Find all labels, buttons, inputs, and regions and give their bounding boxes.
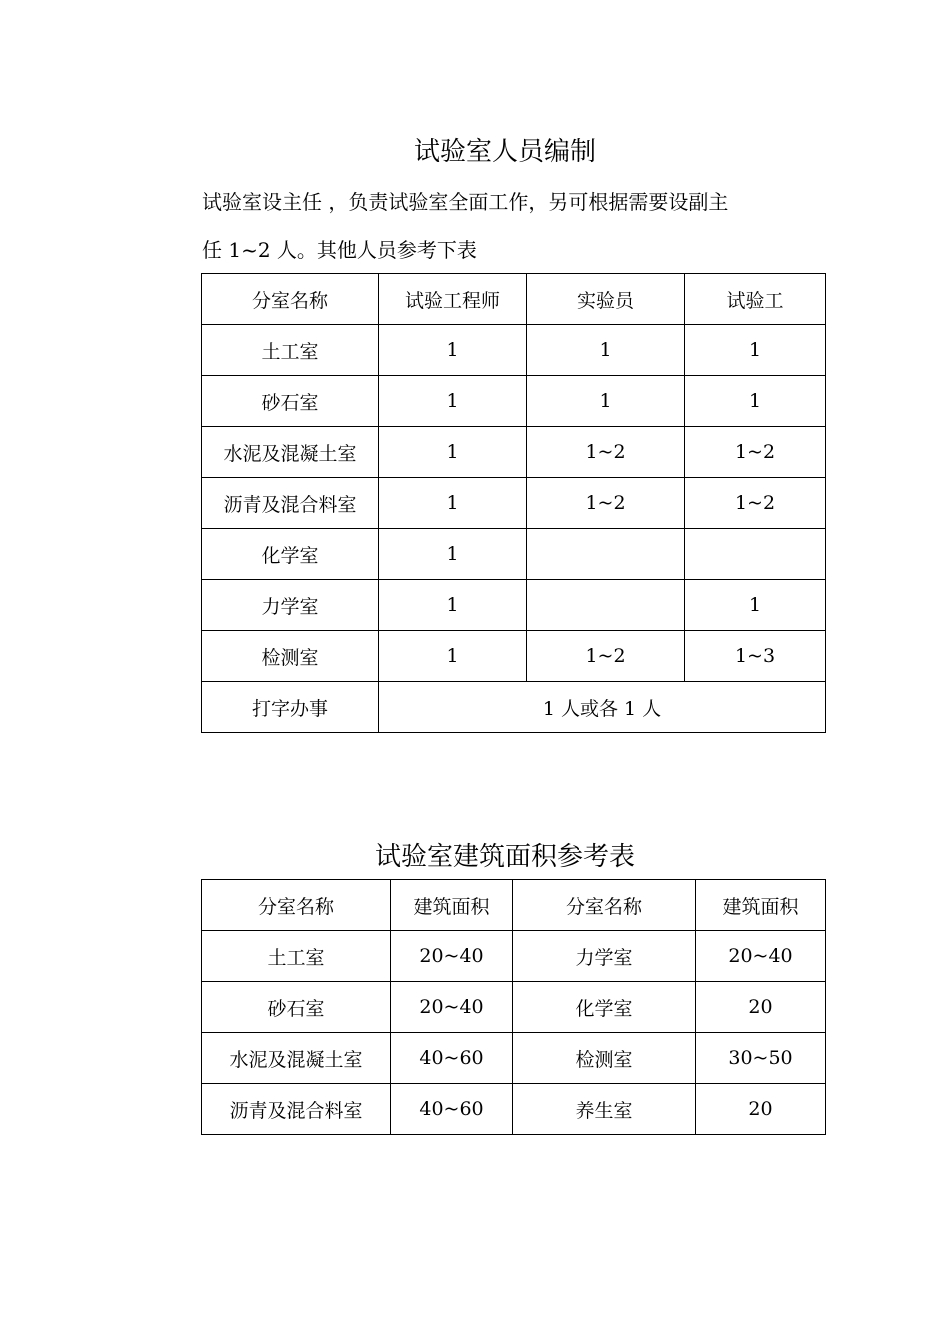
table-cell: 40~60 <box>391 1084 513 1135</box>
table-cell <box>527 580 685 631</box>
header-cell: 分室名称 <box>513 880 696 931</box>
area-title: 试验室建筑面积参考表 <box>374 842 635 872</box>
table-row <box>202 1084 826 1135</box>
table-cell: 土工室 <box>202 325 379 376</box>
table-cell: 30~50 <box>696 1033 826 1084</box>
table-cell: 1~2 <box>527 478 685 529</box>
staffing-title: 试验室人员编制 <box>413 137 596 167</box>
table-cell: 1 <box>379 376 527 427</box>
table-cell: 沥青及混合料室 <box>202 478 379 529</box>
table-cell: 1~2 <box>527 427 685 478</box>
table-header-row <box>202 880 826 931</box>
header-cell: 分室名称 <box>202 880 391 931</box>
table-row <box>202 1033 826 1084</box>
table-row-merged <box>202 682 826 733</box>
table-row <box>202 982 826 1033</box>
table-cell: 1~2 <box>527 631 685 682</box>
table-cell: 1 <box>379 529 527 580</box>
table-cell: 20~40 <box>391 982 513 1033</box>
table-cell: 1~2 <box>685 427 826 478</box>
table-cell: 1 <box>379 478 527 529</box>
table-cell: 沥青及混合料室 <box>202 1084 391 1135</box>
table-cell: 1~3 <box>685 631 826 682</box>
table-cell: 化学室 <box>202 529 379 580</box>
table-row <box>202 931 826 982</box>
merged-cell: 1 人或各 1 人 <box>379 682 826 733</box>
staffing-intro <box>202 178 825 274</box>
intro-line-1: 试验室设主任 ，负责试验室全面工作，另可根据需要设副主 <box>202 190 729 214</box>
area-table <box>201 879 826 1135</box>
table-cell: 力学室 <box>202 580 379 631</box>
table-cell <box>527 529 685 580</box>
table-cell: 1 <box>379 580 527 631</box>
table-cell: 1 <box>685 376 826 427</box>
table-cell: 1 <box>527 376 685 427</box>
staffing-table <box>201 273 826 733</box>
table-cell: 砂石室 <box>202 982 391 1033</box>
table-cell: 化学室 <box>513 982 696 1033</box>
table-cell: 20~40 <box>696 931 826 982</box>
table-cell: 20 <box>696 1084 826 1135</box>
table-header-row <box>202 274 826 325</box>
table-row <box>202 427 826 478</box>
table-cell: 1 <box>685 325 826 376</box>
table-cell: 打字办事 <box>202 682 379 733</box>
table-row <box>202 325 826 376</box>
table-cell: 养生室 <box>513 1084 696 1135</box>
table-row <box>202 376 826 427</box>
table-cell: 1 <box>685 580 826 631</box>
table-cell: 1 <box>379 427 527 478</box>
table-cell: 40~60 <box>391 1033 513 1084</box>
table-cell: 水泥及混凝土室 <box>202 427 379 478</box>
intro-line-2: 任 1~2 人。其他人员参考下表 <box>202 238 477 262</box>
header-cell: 建筑面积 <box>391 880 513 931</box>
table-cell: 检测室 <box>513 1033 696 1084</box>
table-cell: 水泥及混凝土室 <box>202 1033 391 1084</box>
table-cell: 土工室 <box>202 931 391 982</box>
table-row <box>202 529 826 580</box>
table-cell: 20~40 <box>391 931 513 982</box>
table-cell: 1 <box>379 631 527 682</box>
table-cell: 1 <box>527 325 685 376</box>
table-cell: 20 <box>696 982 826 1033</box>
table-cell: 检测室 <box>202 631 379 682</box>
table-cell: 力学室 <box>513 931 696 982</box>
table-cell: 1 <box>379 325 527 376</box>
header-cell: 实验员 <box>527 274 685 325</box>
header-cell: 建筑面积 <box>696 880 826 931</box>
table-cell <box>685 529 826 580</box>
header-cell: 试验工 <box>685 274 826 325</box>
header-cell: 分室名称 <box>202 274 379 325</box>
header-cell: 试验工程师 <box>379 274 527 325</box>
table-row <box>202 580 826 631</box>
table-row <box>202 478 826 529</box>
table-row <box>202 631 826 682</box>
table-cell: 1~2 <box>685 478 826 529</box>
table-cell: 砂石室 <box>202 376 379 427</box>
